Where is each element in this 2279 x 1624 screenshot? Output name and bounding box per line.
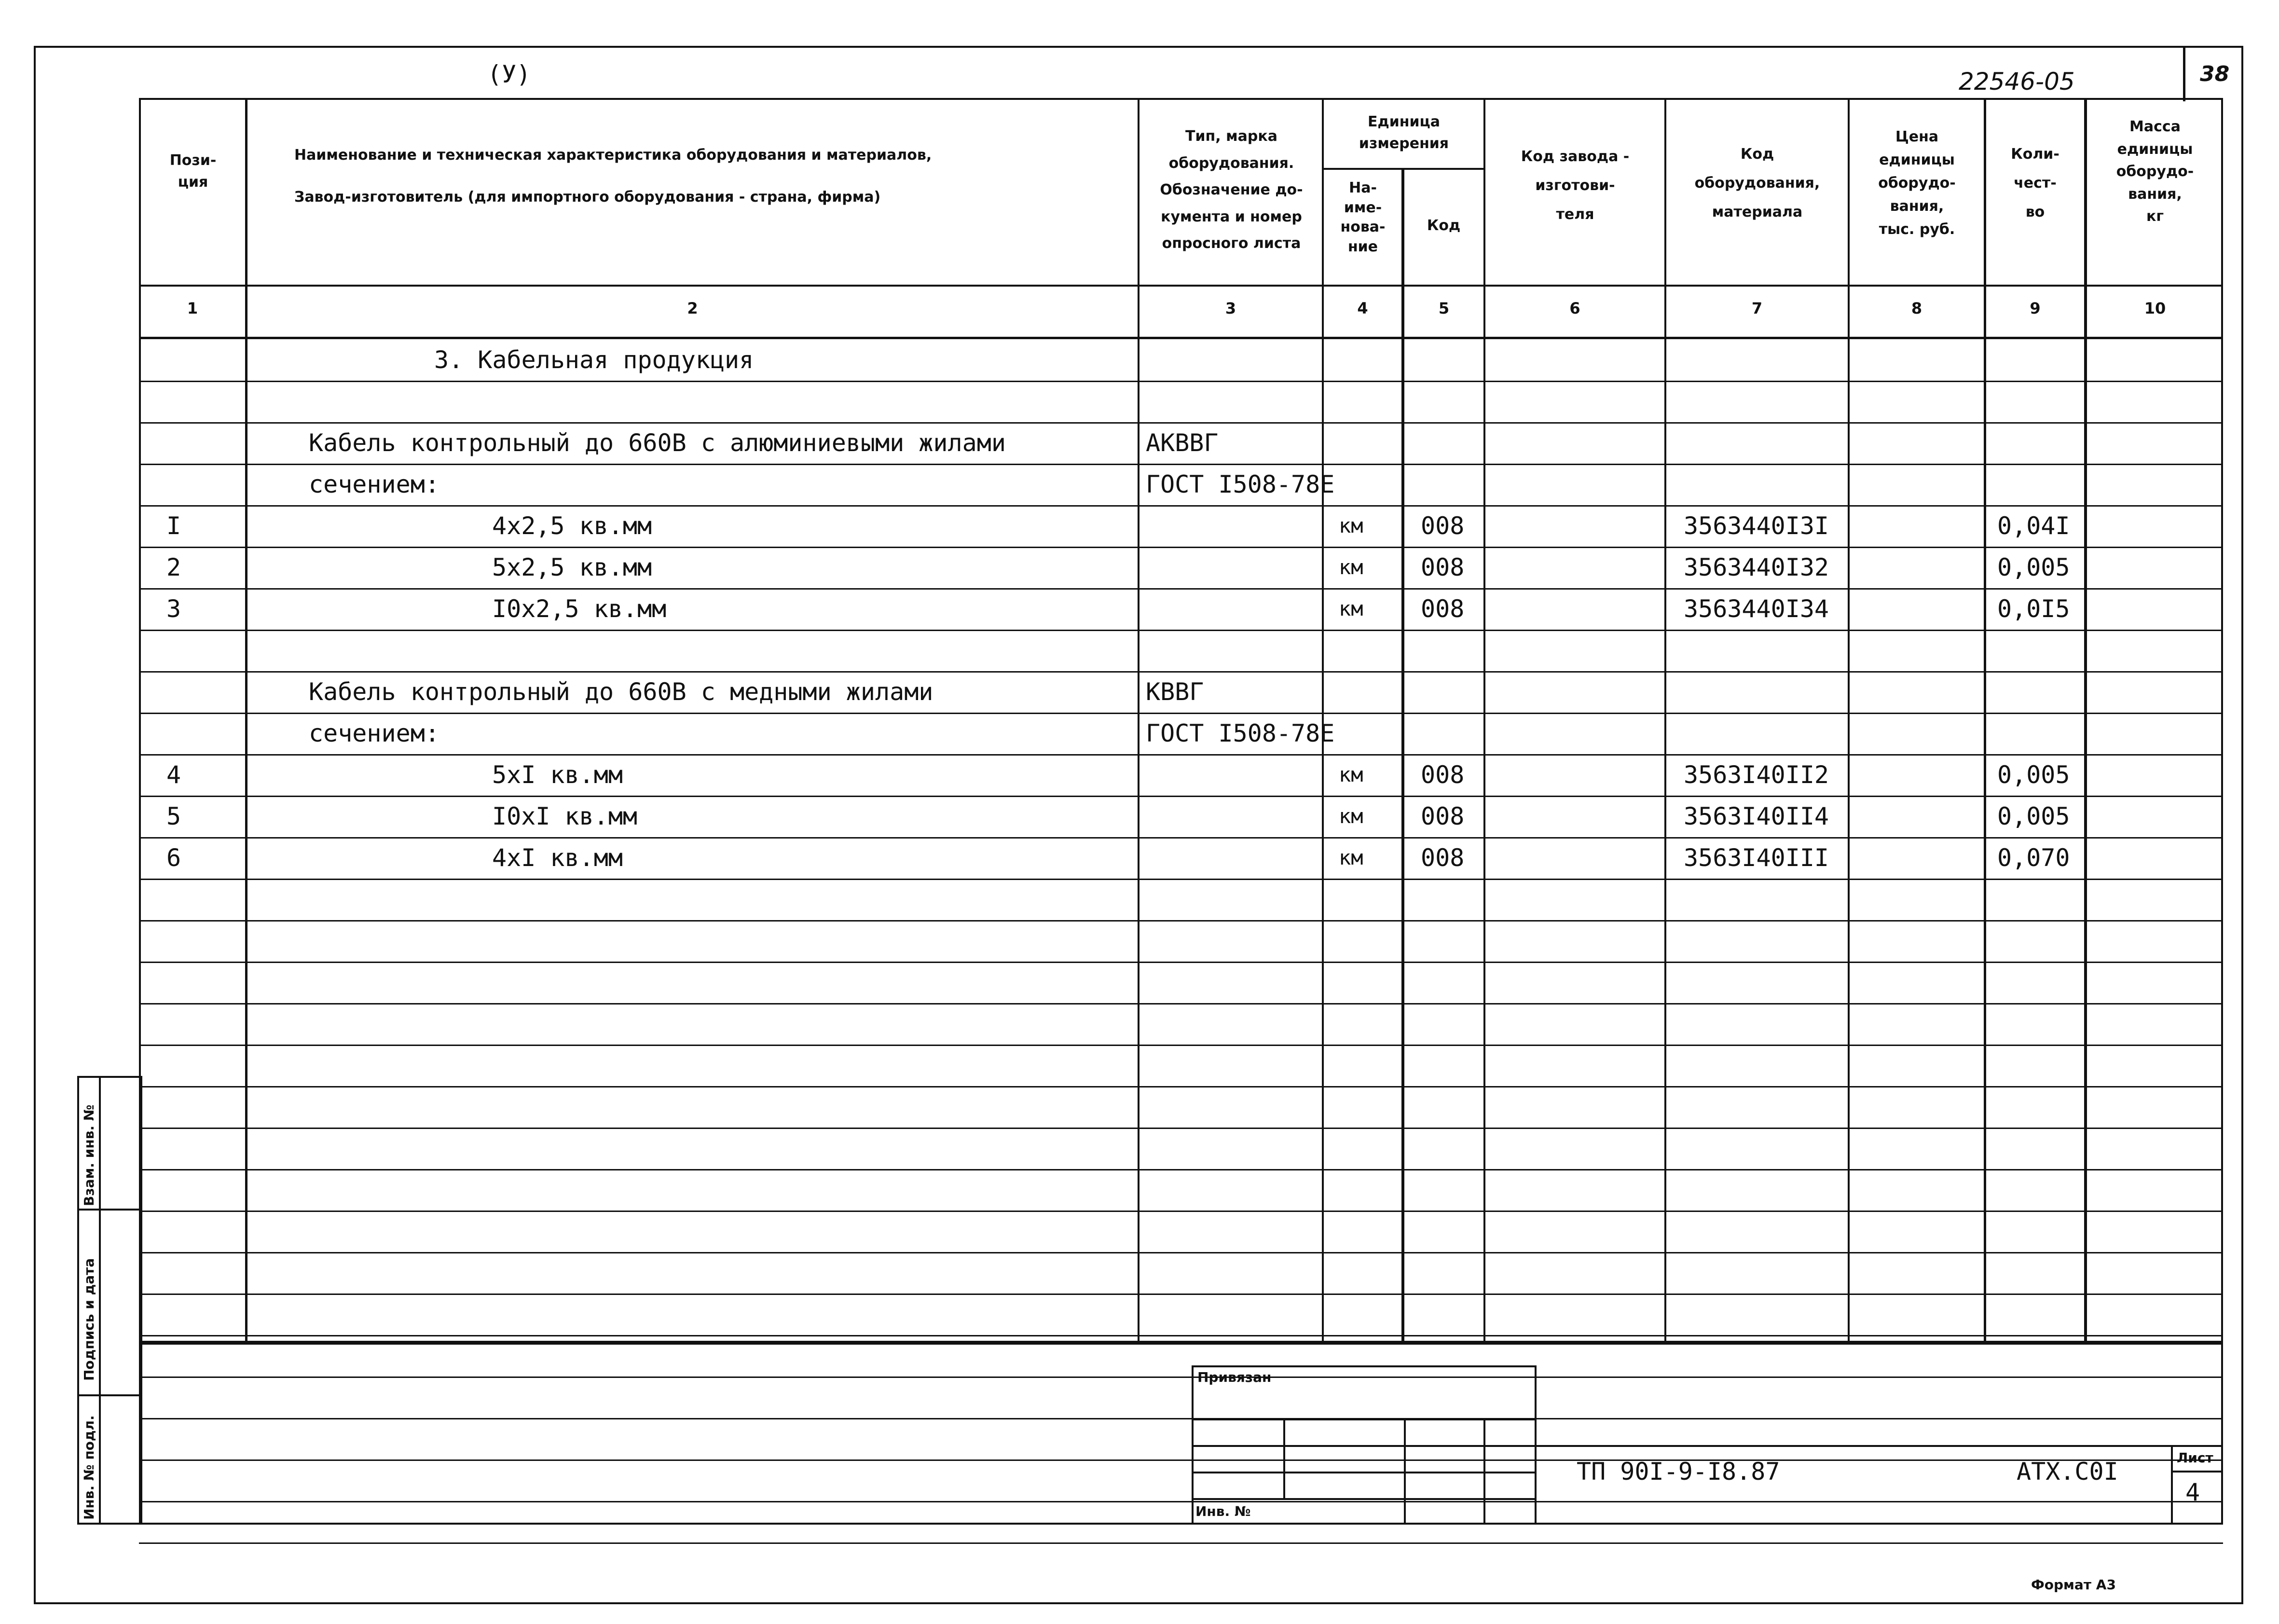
header-type: Тип, марка оборудования. Обозначение до- кумента и номер опросного листа: [1160, 128, 1303, 252]
col-line-4: [1401, 169, 1404, 1343]
header-name: Наименование и техническая характеристика оборудования и материалов, Завод-изготовитель (для импортного оборудования - страна, фирма): [294, 147, 932, 206]
page-corner-number: 38: [2200, 62, 2230, 86]
cell-name: 5х2,5 кв.мм: [492, 553, 652, 581]
cell-unit-code: 008: [1421, 844, 1465, 872]
row-line: [139, 1542, 2223, 1544]
side-stamp-sep-1: [77, 1209, 142, 1211]
cell-equipment-code: 3563I40III: [1684, 844, 1829, 872]
cell-position: 3: [166, 595, 181, 623]
col-number: 5: [1438, 299, 1450, 317]
row-line: [139, 962, 2223, 963]
cell-unit-code: 008: [1421, 595, 1465, 623]
cell-name: сечением:: [309, 470, 439, 498]
title-area-frame: [139, 1343, 2223, 1525]
side-sign-date: Подпись и дата: [81, 1258, 97, 1381]
cell-name: I0х2,5 кв.мм: [492, 595, 667, 623]
header-unit-code: Код: [1427, 217, 1461, 234]
cell-unit: км: [1339, 555, 1363, 579]
header-position: Пози- ция: [169, 152, 217, 191]
row-line: [139, 588, 2223, 590]
row-line: [139, 879, 2223, 880]
cell-unit: км: [1339, 763, 1363, 786]
row-line: [139, 381, 2223, 382]
header-mass: Масса единицы оборудо- вания, кг: [2116, 118, 2194, 225]
cell-unit: км: [1339, 846, 1363, 869]
cell-equipment-code: 3563440I32: [1684, 553, 1829, 581]
cell-quantity: 0,04I: [1997, 512, 2070, 540]
cell-name: 4х2,5 кв.мм: [492, 512, 652, 540]
cell-name: 5хI кв.мм: [492, 761, 623, 789]
side-replace-inv: Взам. инв. №: [81, 1104, 97, 1206]
cell-unit-code: 008: [1421, 512, 1465, 540]
bound-vline-3: [1483, 1418, 1485, 1525]
cell-type: ГОСТ I508-78Е: [1146, 470, 1335, 498]
header-mfr-code: Код завода - изготови- теля: [1521, 148, 1630, 223]
col-number: 7: [1751, 299, 1763, 317]
bound-vline-1: [1283, 1418, 1285, 1498]
sheet-box-sep: [2171, 1471, 2223, 1473]
side-inv-orig: Инв. № подл.: [81, 1415, 97, 1520]
title-block-top: [1537, 1445, 2223, 1447]
cell-unit-code: 008: [1421, 802, 1465, 830]
cell-name: Кабель контрольный до 660В с алюминиевыми жилами: [309, 429, 1006, 457]
cell-type: ГОСТ I508-78Е: [1146, 719, 1335, 747]
unit-group-underline: [1322, 168, 1485, 170]
project-code: ТП 90I-9-I8.87: [1577, 1458, 1780, 1486]
col-number: 1: [187, 299, 198, 317]
header-unit-name: На- име- нова- ние: [1340, 179, 1386, 255]
format-label: Формат А3: [2031, 1577, 2116, 1593]
sheet-label: Лист: [2177, 1450, 2213, 1466]
side-stamp-divider: [99, 1076, 101, 1525]
cell-unit: км: [1339, 597, 1363, 620]
cell-position: 4: [166, 761, 181, 789]
cell-name: 4хI кв.мм: [492, 844, 623, 872]
inv-no-label: Инв. №: [1195, 1503, 1251, 1519]
col-number: 8: [1911, 299, 1922, 317]
row-line: [139, 547, 2223, 548]
cell-quantity: 0,005: [1997, 802, 2070, 830]
cell-unit-code: 008: [1421, 553, 1465, 581]
cell-unit-code: 008: [1421, 761, 1465, 789]
row-line: [139, 1086, 2223, 1087]
header-unit-group: Единица измерения: [1359, 113, 1449, 152]
row-line: [139, 1211, 2223, 1212]
cell-quantity: 0,0I5: [1997, 595, 2070, 623]
col-number: 3: [1225, 299, 1236, 317]
col-number: 6: [1569, 299, 1580, 317]
cell-name: Кабель контрольный до 660В с медными жилами: [309, 678, 934, 706]
row-line: [139, 796, 2223, 797]
col-number: 9: [2030, 299, 2041, 317]
bound-vline-2: [1404, 1418, 1406, 1525]
cell-name: I0хI кв.мм: [492, 802, 638, 830]
row-line: [139, 1045, 2223, 1046]
cell-position: 6: [166, 844, 181, 872]
cell-unit: км: [1339, 514, 1363, 537]
header-equipment-code: Код оборудования, материала: [1694, 146, 1820, 220]
row-line: [139, 920, 2223, 922]
bound-label: Привязан: [1197, 1369, 1272, 1385]
cell-quantity: 0,070: [1997, 844, 2070, 872]
cell-unit: км: [1339, 804, 1363, 828]
cell-position: 5: [166, 802, 181, 830]
row-line: [139, 1294, 2223, 1295]
cell-type: КВВГ: [1146, 678, 1204, 706]
row-line: [139, 1128, 2223, 1129]
side-stamp-sep-2: [77, 1394, 142, 1396]
row-line: [139, 1335, 2223, 1336]
cell-equipment-code: 3563I40II2: [1684, 761, 1829, 789]
row-line: [139, 754, 2223, 756]
cell-name: сечением:: [309, 719, 439, 747]
row-line: [139, 505, 2223, 507]
cell-equipment-code: 3563I40II4: [1684, 802, 1829, 830]
document-number: 22546-05: [1959, 68, 2075, 96]
row-line: [139, 1169, 2223, 1170]
col-number: 4: [1357, 299, 1368, 317]
cell-quantity: 0,005: [1997, 553, 2070, 581]
row-line: [139, 837, 2223, 839]
cell-equipment-code: 3563440I3I: [1684, 512, 1829, 540]
col-number: 10: [2144, 299, 2166, 317]
row-line: [139, 630, 2223, 631]
cell-position: I: [166, 512, 181, 540]
row-line: [139, 1003, 2223, 1005]
cell-quantity: 0,005: [1997, 761, 2070, 789]
cell-name: 3. Кабельная продукция: [434, 346, 754, 374]
page-corner-divider: [2183, 46, 2185, 101]
sheet-code: АТХ.С0I: [2017, 1458, 2118, 1486]
sheet-number: 4: [2185, 1478, 2200, 1506]
cell-equipment-code: 3563440I34: [1684, 595, 1829, 623]
col-number: 2: [687, 299, 698, 317]
cell-type: АКВВГ: [1146, 429, 1219, 457]
row-line: [139, 1252, 2223, 1253]
cell-position: 2: [166, 553, 181, 581]
header-bottom-line: [139, 285, 2223, 287]
top-left-mark: (У): [487, 60, 531, 88]
header-price: Цена единицы оборудо- вания, тыс. руб.: [1878, 128, 1956, 238]
header-quantity: Коли- чест- во: [2011, 146, 2059, 220]
